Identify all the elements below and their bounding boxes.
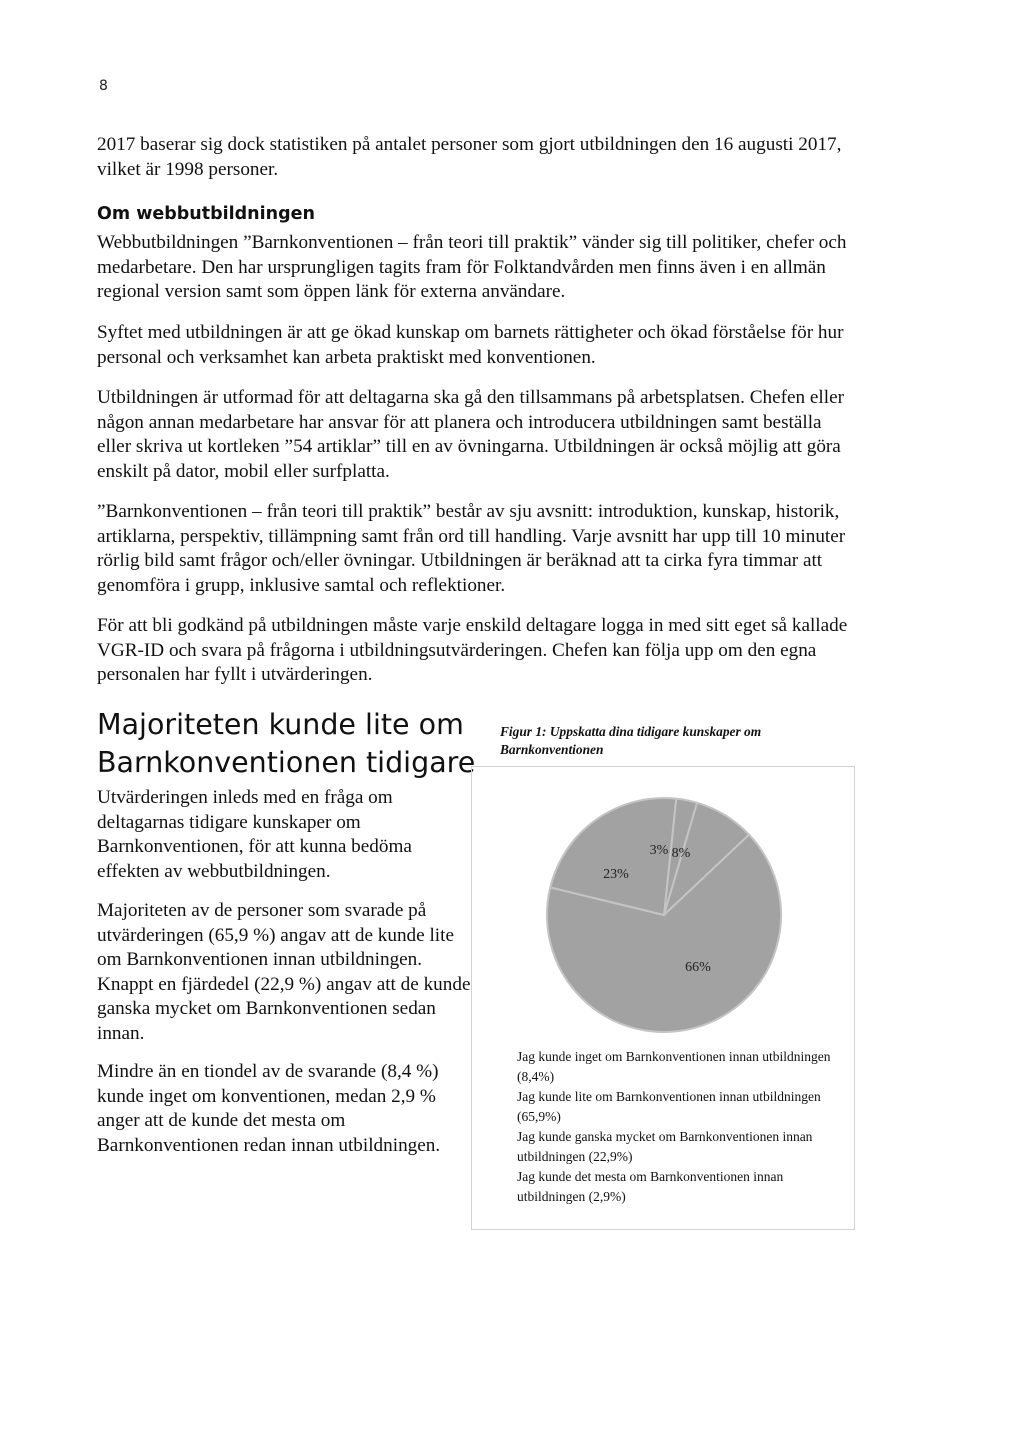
legend-item: Jag kunde lite om Barnkonventionen innan utbildningen (65,9%)	[517, 1089, 821, 1124]
intro-paragraph: 2017 baserar sig dock statistiken på antalet personer som gjort utbildningen den 16 augusti 2017, vilket är 1998 personer.	[97, 134, 842, 180]
chart-legend	[517, 1047, 847, 1207]
pie-data-label: 66%	[685, 960, 711, 975]
legend-item: Jag kunde ganska mycket om Barnkonventionen innan utbildningen (22,9%)	[517, 1129, 813, 1164]
section-heading: Om webbutbildningen	[97, 204, 315, 224]
pie-data-label: 3%	[649, 843, 669, 858]
pie-data-label: 23%	[603, 867, 629, 882]
figure-caption: Figur 1: Uppskatta dina tidigare kunskaper om Barnkonventionen	[500, 724, 762, 757]
pie-chart	[471, 766, 855, 1230]
purpose-paragraph: Syftet med utbildningen är att ge ökad kunskap om barnets rättigheter och ökad förståelse för hur personal och verksamhet kan arbeta praktiskt med konventionen.	[97, 322, 844, 368]
legend-item: Jag kunde inget om Barnkonventionen innan utbildningen (8,4%)	[517, 1049, 831, 1084]
evaluation-paragraph: Utvärderingen inleds med en fråga om deltagarnas tidigare kunskaper om Barnkonventionen, för att kunna bedöma effekten av webbutbildningen.	[97, 787, 412, 882]
legend-item: Jag kunde det mesta om Barnkonventionen innan utbildningen (2,9%)	[517, 1169, 784, 1204]
format-paragraph: Utbildningen är utformad för att deltagarna ska gå den tillsammans på arbetsplatsen. Chefen eller någon annan medarbetare har ansvar för att planera och introducera utbildningen samt beställa eller skriva ut kortleken ”54 artiklar” till en av övningarna. Utbildningen är också möjlig att göra enskilt på dator, mobil eller surfplatta.	[97, 387, 844, 482]
majority-paragraph: Majoriteten av de personer som svarade på utvärderingen (65,9 %) angav att de kunde lite om Barnkonventionen innan utbildningen. Knappt en fjärdedel (22,9 %) angav att de kunde ganska mycket om Barnkonventionen sedan innan.	[97, 900, 471, 1044]
structure-paragraph: ”Barnkonventionen – från teori till praktik” består av sju avsnitt: introduktion, kunskap, historik, artiklarna, perspektiv, tillämpning samt från ord till handling. Varje avsnitt har upp till 10 minuter rörlig bild samt frågor och/eller övningar. Utbildningen är beräknad att ta cirka fyra timmar att genomföra i grupp, inklusive samtal och reflektioner.	[97, 501, 846, 596]
minority-paragraph: Mindre än en tiondel av de svarande (8,4 %) kunde inget om konventionen, medan 2,9 % anger att de kunde det mesta om Barnkonventionen redan innan utbildningen.	[97, 1061, 441, 1156]
page-number: 8	[99, 78, 108, 94]
pie-data-label: 8%	[671, 846, 691, 861]
subsection-heading: Majoriteten kunde lite om Barnkonventionen tidigare	[97, 708, 476, 779]
description-paragraph: Webbutbildningen ”Barnkonventionen – från teori till praktik” vänder sig till politiker, chefer och medarbetare. Den har ursprungligen tagits fram för Folktandvården men finns även i en allmän regional version samt som öppen länk för externa användare.	[97, 232, 847, 303]
approval-paragraph: För att bli godkänd på utbildningen måste varje enskild deltagare logga in med sitt eget så kallade VGR-ID och svara på frågorna i utbildningsutvärderingen. Chefen kan följa upp om den egna personalen har fyllt i utvärderingen.	[97, 615, 848, 686]
pie-chart-svg	[472, 767, 856, 1037]
